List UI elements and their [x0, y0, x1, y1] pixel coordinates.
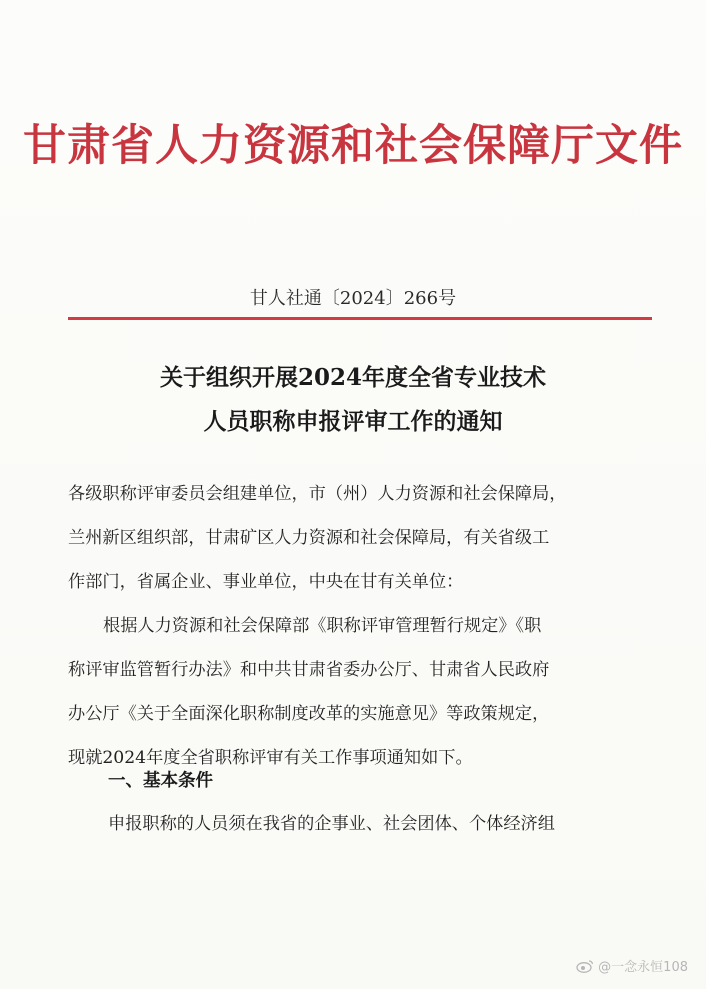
recipient-line-3: 作部门，省属企业、事业单位，中央在甘有关单位： — [68, 572, 464, 592]
notice-title-line-2: 人员职称申报评审工作的通知 — [203, 408, 503, 435]
section-heading-basic-conditions: 一、基本条件 — [108, 771, 213, 791]
paragraph-line-1: 根据人力资源和社会保障部《职称评审管理暂行规定》《职 — [103, 616, 542, 636]
weibo-icon — [576, 959, 594, 973]
issuer-header-title: 甘肃省人力资源和社会保障厅文件 — [23, 121, 683, 171]
recipient-line-1: 各级职称评审委员会组建单位，市（州）人力资源和社会保障局， — [68, 484, 567, 504]
watermark — [576, 956, 688, 975]
paragraph-line-5: 申报职称的人员须在我省的企事业、社会团体、个体经济组 — [108, 814, 555, 834]
watermark-text: @一念永恒108 — [598, 960, 688, 975]
paragraph-line-3: 办公厅《关于全面深化职称制度改革的实施意见》等政策规定， — [68, 704, 550, 724]
document-number: 甘人社通〔2024〕266号 — [249, 288, 457, 309]
notice-title-line-1: 关于组织开展2024年度全省专业技术 — [159, 364, 546, 391]
red-divider-line — [68, 317, 652, 320]
paragraph-line-4: 现就2024年度全省职称评审有关工作事项通知如下。 — [68, 748, 473, 768]
recipient-line-2: 兰州新区组织部，甘肃矿区人力资源和社会保障局，有关省级工 — [68, 528, 550, 548]
paragraph-line-2: 称评审监管暂行办法》和中共甘肃省委办公厅、甘肃省人民政府 — [68, 660, 550, 680]
